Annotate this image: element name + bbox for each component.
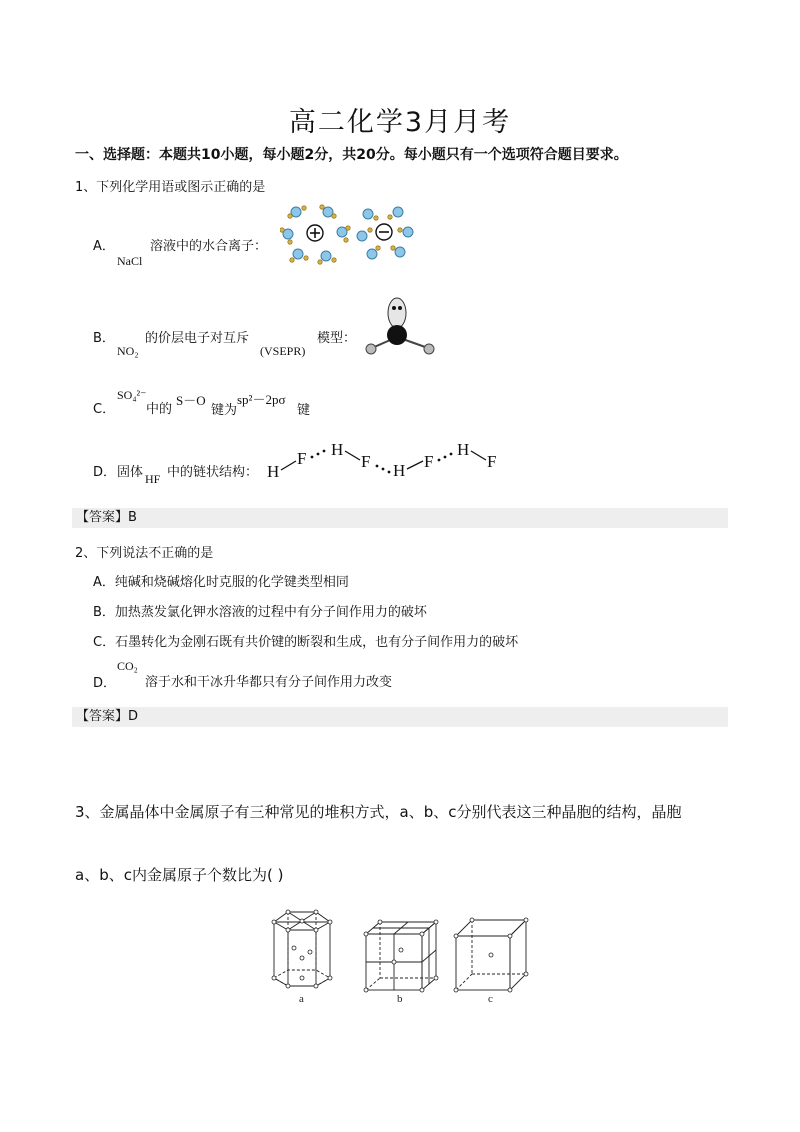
option-a-letter: A． (93, 239, 115, 254)
question-2-option-d-formula: CO₂ (117, 659, 138, 673)
question-2-stem: 2、下列说法不正确的是 (75, 546, 214, 561)
cell-label-b: b (397, 993, 403, 1005)
option-d-text2: 中的链状结构： (167, 465, 259, 480)
svg-text:F: F (297, 449, 307, 468)
svg-text:F: F (487, 452, 497, 471)
option-c-bond: S－O (176, 393, 206, 408)
answer-2: 【答案】D (72, 707, 728, 727)
svg-text:F: F (361, 452, 371, 471)
vsepr-model-figure (362, 295, 440, 360)
option-b-letter: B． (93, 331, 115, 346)
svg-text:H: H (267, 462, 280, 481)
question-2-option-b: B．加热蒸发氯化钾水溶液的过程中有分子间作用力的破坏 (93, 605, 427, 620)
unit-cells-figure (268, 900, 543, 1005)
svg-text:H: H (331, 440, 344, 459)
answer-1: 【答案】B (72, 508, 728, 528)
option-c-text1: 中的 (146, 402, 173, 417)
option-c-text2: 键为 (211, 403, 238, 418)
option-c-formula: SO₄²⁻ (117, 388, 147, 402)
question-2-option-d-letter: D． (93, 676, 117, 691)
hydrated-ions-figure (280, 198, 420, 273)
hf-chain-figure (265, 438, 510, 483)
svg-text:H: H (393, 461, 406, 480)
option-b-text2: 模型： (317, 331, 357, 346)
option-d-text1: 固体 (117, 465, 144, 480)
option-c-letter: C． (93, 402, 116, 417)
question-3-line2: a、b、c内金属原子个数比为( ) (75, 866, 284, 884)
cell-label-c: c (488, 993, 493, 1005)
option-d-formula: HF (145, 472, 161, 486)
question-2-option-d-text: 溶于水和干冰升华都只有分子间作用力改变 (145, 675, 393, 690)
option-c-text3: 键 (297, 403, 311, 418)
option-a-formula: NaCl (117, 254, 143, 268)
option-a-text: 溶液中的水合离子： (150, 239, 268, 254)
cell-label-a: a (299, 993, 304, 1005)
option-b-text1: 的价层电子对互斥 (145, 331, 250, 346)
section-heading: 一、选择题：本题共10小题，每小题2分，共20分。每小题只有一个选项符合题目要求。 (75, 147, 628, 163)
cubic-cell-b (366, 922, 436, 990)
question-3-line1: 3、金属晶体中金属原子有三种常见的堆积方式，a、b、c分别代表这三种晶胞的结构，晶胞 (75, 803, 682, 821)
question-1-stem: 1、下列化学用语或图示正确的是 (75, 180, 266, 195)
option-d-letter: D． (93, 465, 117, 480)
svg-text:H: H (457, 440, 470, 459)
option-b-vsepr: (VSEPR) (260, 344, 306, 358)
option-b-formula: NO₂ (117, 344, 139, 358)
question-2-option-a: A．纯碱和烧碱熔化时克服的化学键类型相同 (93, 575, 349, 590)
question-2-option-c: C．石墨转化为金刚石既有共价键的断裂和生成，也有分子间作用力的破坏 (93, 635, 519, 650)
svg-text:F: F (424, 452, 434, 471)
option-c-hybrid: sp²－2pσ (237, 392, 286, 407)
page-title: 高二化学3月月考 (288, 107, 512, 138)
